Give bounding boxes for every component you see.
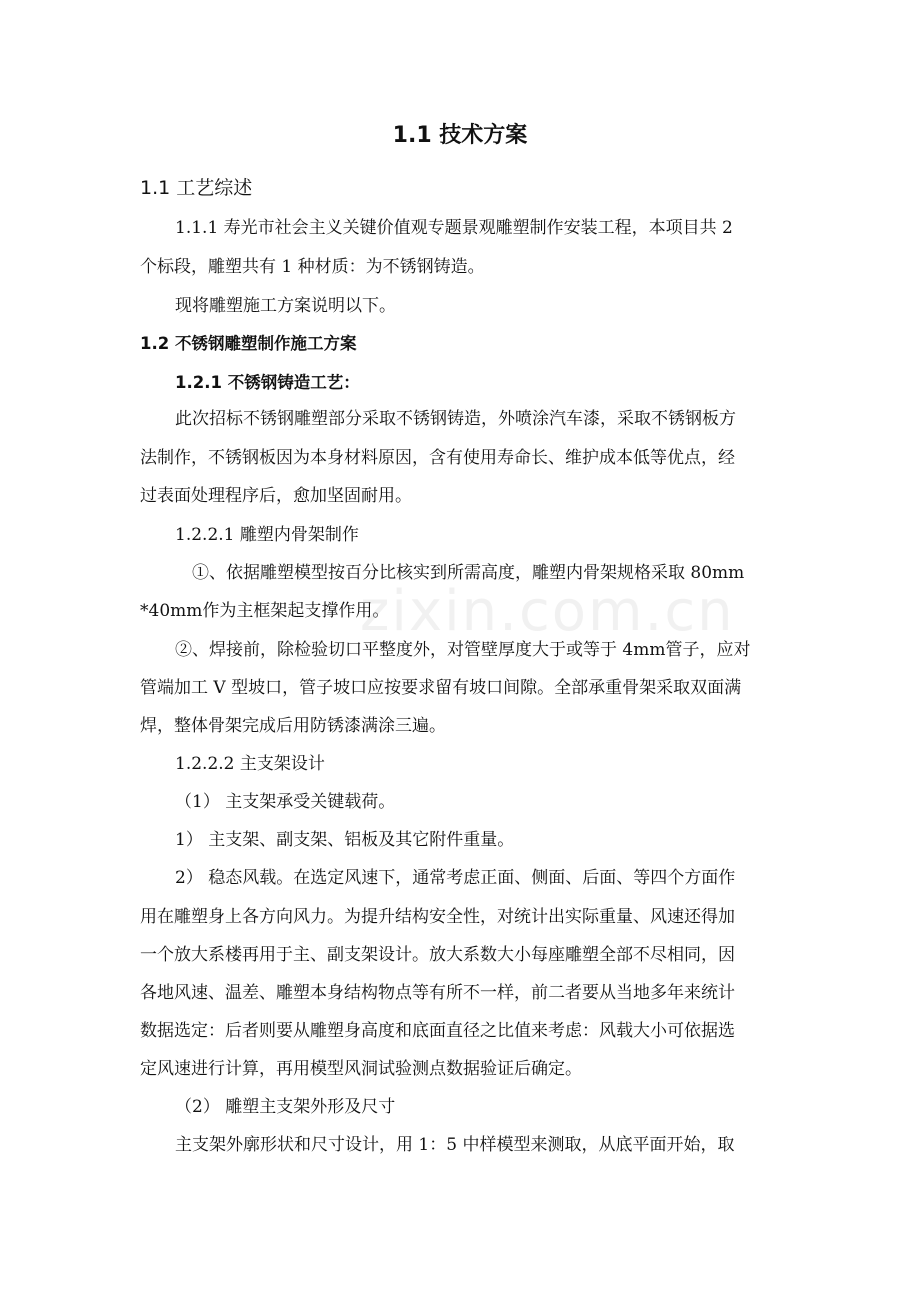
list-item-1-2: 2） 稳态风载。在选定风速下，通常考虑正面、侧面、后面、等四个方面作 <box>175 868 736 888</box>
paragraph-line: 焊，整体骨架完成后用防锈漆满涂三遍。 <box>140 716 446 736</box>
subsection-heading-1-2-2-2: 1.2.2.2 主支架设计 <box>175 754 325 774</box>
list-item-circled-2: ②、焊接前，除检验切口平整度外，对管壁厚度大于或等于 4mm管子，应对 <box>175 640 751 660</box>
paragraph-line: 定风速进行计算，再用模型风洞试验测点数据验证后确定。 <box>140 1059 582 1079</box>
paragraph-line: 现将雕塑施工方案说明以下。 <box>175 296 396 316</box>
watermark: zixin.com.cn <box>360 579 735 644</box>
paragraph-line: 数据选定：后者则要从雕塑身高度和底面直径之比值来考虑：风载大小可依据选 <box>140 1021 735 1041</box>
list-item-1: （1） 主支架承受关键载荷。 <box>175 792 396 812</box>
paragraph-line: 个标段，雕塑共有 1 种材质：为不锈钢铸造。 <box>140 257 485 277</box>
paragraph-line: 管端加工 V 型坡口，管子坡口应按要求留有坡口间隙。全部承重骨架采取双面满 <box>140 678 742 698</box>
paragraph-line: 各地风速、温差、雕塑本身结构物点等有所不一样，前二者要从当地多年来统计 <box>140 983 735 1003</box>
paragraph-line: 用在雕塑身上各方向风力。为提升结构安全性，对统计出实际重量、风速还得加 <box>140 907 735 927</box>
subsection-heading-1-2-2-1: 1.2.2.1 雕塑内骨架制作 <box>175 525 359 545</box>
paragraph-line: 此次招标不锈钢雕塑部分采取不锈钢铸造，外喷涂汽车漆，采取不锈钢板方 <box>175 409 736 429</box>
paragraph-line: 一个放大系楼再用于主、副支架设计。放大系数大小每座雕塑全部不尽相同，因 <box>140 945 735 965</box>
paragraph-line: 主支架外廓形状和尺寸设计，用 1：5 中样模型来测取，从底平面开始，取 <box>175 1135 735 1155</box>
subsection-heading-1-2-1: 1.2.1 不锈钢铸造工艺： <box>175 373 360 392</box>
list-item-2: （2） 雕塑主支架外形及尺寸 <box>175 1097 396 1117</box>
section-heading-1-2: 1.2 不锈钢雕塑制作施工方案 <box>140 334 357 353</box>
document-title: 1.1 技术方案 <box>392 123 528 148</box>
section-heading-1-1: 1.1 工艺综述 <box>140 177 253 199</box>
paragraph-line: 1.1.1 寿光市社会主义关键价值观专题景观雕塑制作安装工程，本项目共 2 <box>175 218 733 238</box>
list-item-circled-1: ①、依据雕塑模型按百分比核实到所需高度，雕塑内骨架规格采取 80mm <box>192 563 745 583</box>
paragraph-line: 过表面处理程序后，愈加坚固耐用。 <box>140 486 412 506</box>
list-item-1-1: 1） 主支架、副支架、铝板及其它附件重量。 <box>175 830 515 850</box>
paragraph-line: 法制作，不锈钢板因为本身材料原因，含有使用寿命长、维护成本低等优点，经 <box>140 448 735 468</box>
paragraph-line: *40mm作为主框架起支撑作用。 <box>140 601 390 621</box>
